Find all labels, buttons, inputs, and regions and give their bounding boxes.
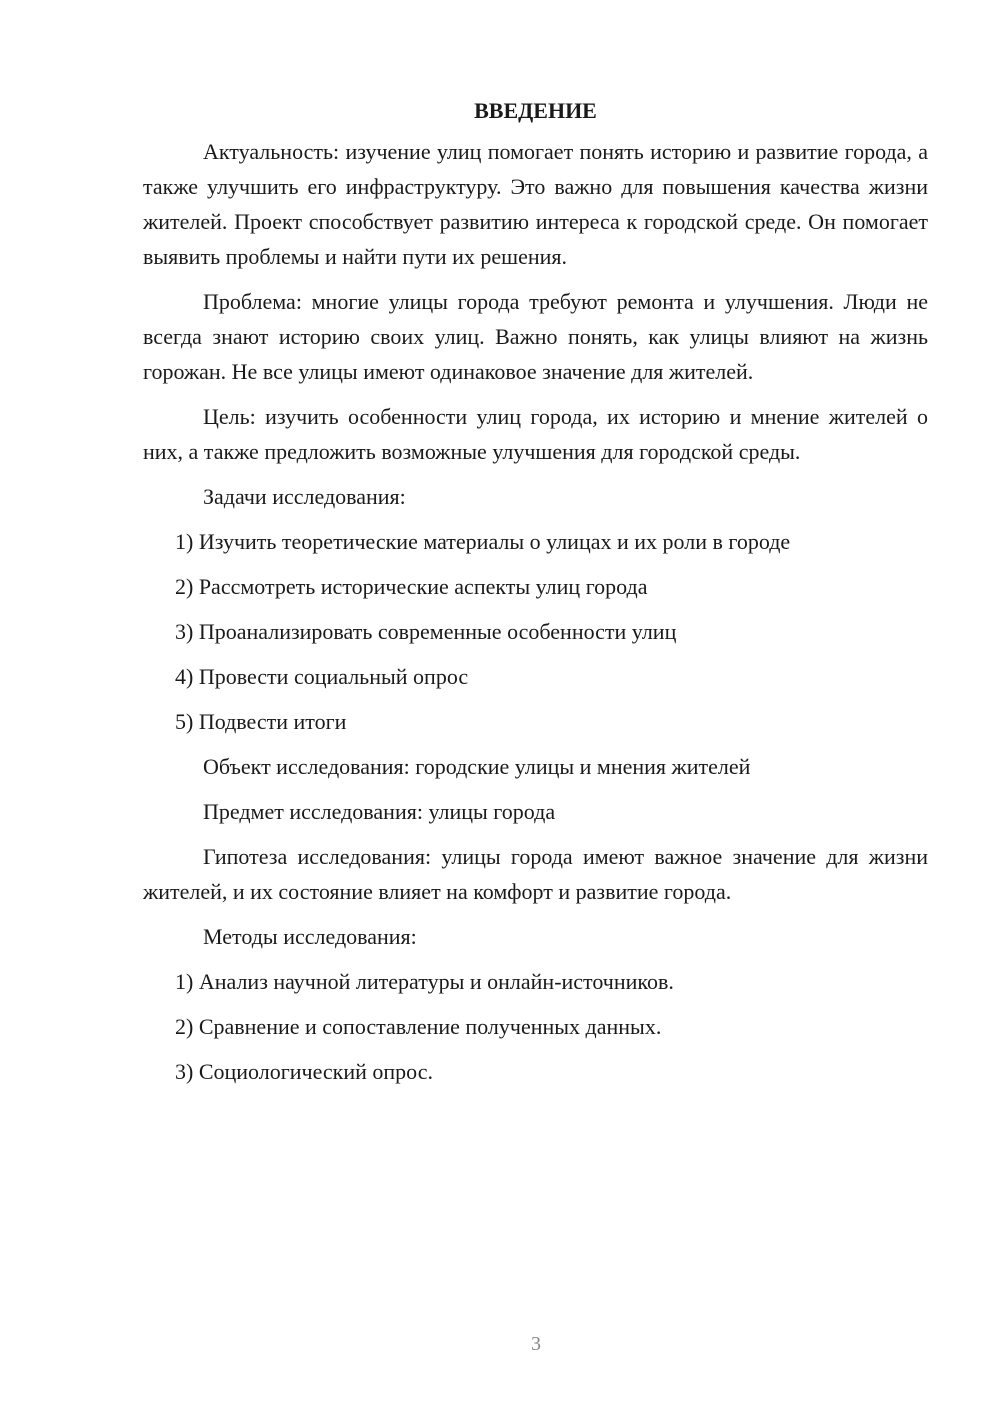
relevance-paragraph: Актуальность: изучение улиц помогает понять историю и развитие города, а также улучшить его инфраструктуру. Это важно для повышения качества жизни жителей. Проект способствует развитию интереса к городской среде. Он помогает выявить проблемы и найти пути их решения. bbox=[143, 139, 928, 269]
task-item: 4) Провести социальный опрос bbox=[175, 664, 469, 689]
method-item: 1) Анализ научной литературы и онлайн-источников. bbox=[175, 969, 674, 994]
methods-heading: Методы исследования: bbox=[203, 924, 417, 949]
page-number: 3 bbox=[531, 1333, 541, 1355]
task-item: 5) Подвести итоги bbox=[175, 709, 347, 734]
tasks-heading: Задачи исследования: bbox=[203, 484, 406, 509]
hypothesis-paragraph: Гипотеза исследования: улицы города имеют важное значение для жизни жителей, и их состояние влияет на комфорт и развитие города. bbox=[143, 844, 928, 904]
method-item: 2) Сравнение и сопоставление полученных данных. bbox=[175, 1014, 662, 1039]
problem-paragraph: Проблема: многие улицы города требуют ремонта и улучшения. Люди не всегда знают историю своих улиц. Важно понять, как улицы влияют на жизнь горожан. Не все улицы имеют одинаковое значение для жителей. bbox=[143, 289, 928, 384]
goal-paragraph: Цель: изучить особенности улиц города, их историю и мнение жителей о них, а также предложить возможные улучшения для городской среды. bbox=[143, 404, 928, 464]
methods-list bbox=[143, 964, 928, 1089]
page-title: ВВЕДЕНИЕ bbox=[474, 98, 597, 123]
task-item: 2) Рассмотреть исторические аспекты улиц города bbox=[175, 574, 648, 599]
page-content bbox=[143, 92, 928, 1099]
method-item: 3) Социологический опрос. bbox=[175, 1059, 433, 1084]
research-subject: Предмет исследования: улицы города bbox=[203, 799, 556, 824]
tasks-list bbox=[143, 524, 928, 739]
task-item: 3) Проанализировать современные особенности улиц bbox=[175, 619, 677, 644]
research-object: Объект исследования: городские улицы и мнения жителей bbox=[203, 754, 751, 779]
task-item: 1) Изучить теоретические материалы о улицах и их роли в городе bbox=[175, 529, 791, 554]
